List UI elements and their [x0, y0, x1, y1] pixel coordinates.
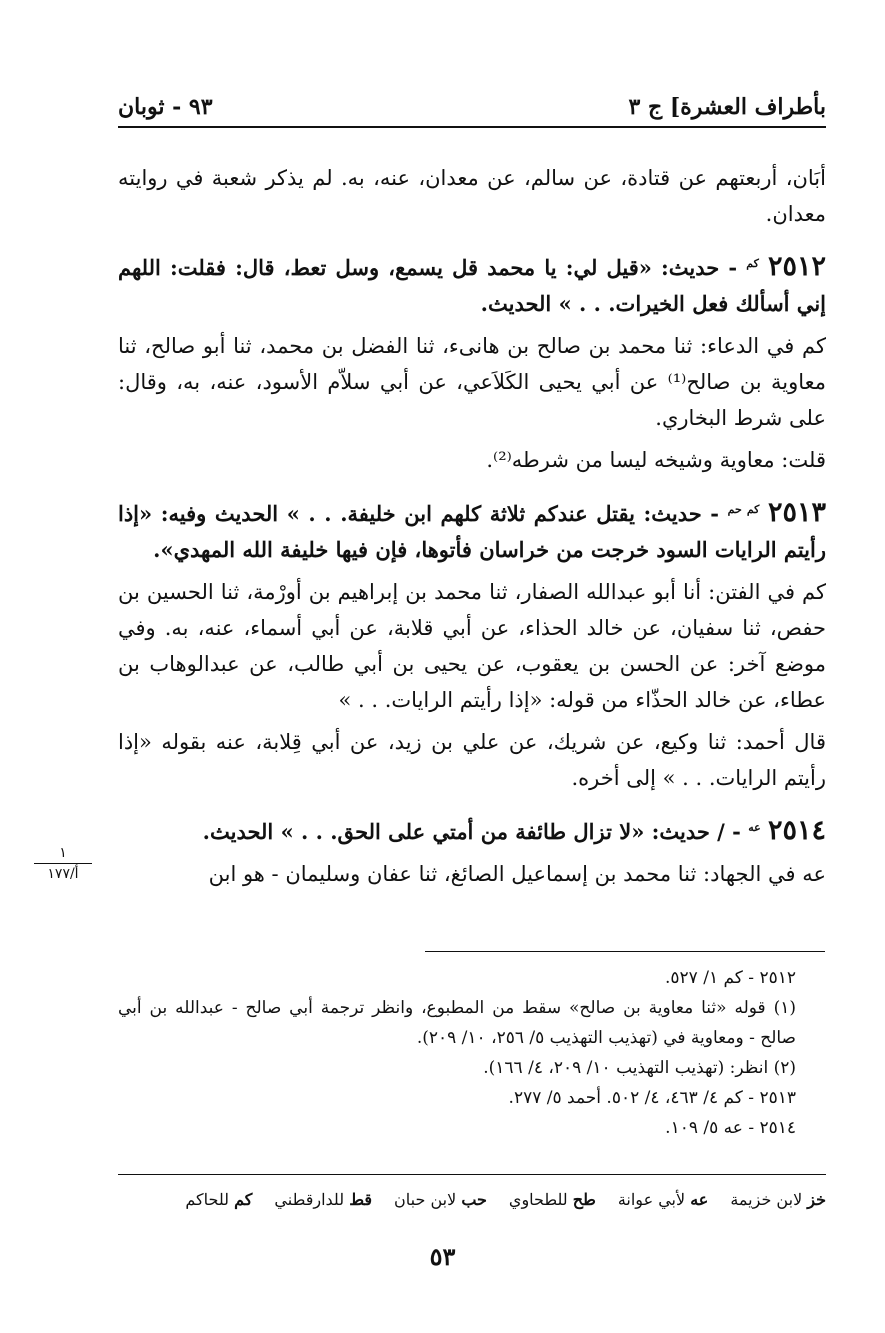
hadith-entry-2512: [118, 246, 826, 322]
isnad-paragraph: كم في الفتن: أنا أبو عبدالله الصفار، ثنا محمد بن إبراهيم بن أورْمة، ثنا الحسين بن حفص، ثنا سفيان، عن خالد الحذاء، عن أبي قلابة، عن أبي أسماء، عنه، به. وفي موضع آخر: عن الحسن بن يعقوب، عن يحيى بن أبي طالب، عن عبدالوهاب بن عطاء، عن خالد الحذّاء من قوله: «إذا رأيتم الرايات. . . »: [118, 580, 826, 712]
source-siglum: عه: [748, 821, 761, 834]
footnotes: [118, 963, 826, 1143]
footnote: ٢٥١٣ - كم ٤/ ٤٦٣، ٤/ ٥٠٢. أحمد ٥/ ٢٧٧.: [508, 1088, 796, 1108]
hadith-text: - حديث: «قيل لي: يا محمد قل يسمع، وسل تعط، قال: فقلت: اللهم إني أسألك فعل الخيرات. . . » الحديث.: [118, 255, 826, 316]
abbr-item: حب لابن حبان: [394, 1190, 487, 1209]
source-siglum: كم: [746, 257, 759, 270]
source-siglum: كم حم: [727, 503, 760, 516]
folio-top: ١: [59, 845, 67, 861]
footnote: (٢) انظر: (تهذيب التهذيب ١٠/ ٢٠٩، ٤/ ١٦٦).: [483, 1058, 796, 1078]
abbr-item: طح للطحاوي: [508, 1190, 596, 1209]
paragraph-continuation: أبَان، أربعتهم عن قتادة، عن سالم، عن معدان، عنه، به. لم يذكر شعبة في روايته معدان.: [118, 166, 826, 226]
folio-divider: [34, 863, 92, 864]
hadith-number: ٢٥١٣: [768, 497, 827, 528]
isnad-paragraph: عه في الجهاد: ثنا محمد بن إسماعيل الصائغ، ثنا عفان وسليمان - هو ابن: [208, 862, 826, 886]
footnote-separator: [425, 951, 825, 952]
main-text: [118, 160, 826, 898]
header-book-title: بأطراف العشرة] ج ٣: [628, 94, 826, 120]
abbreviations-key: [118, 1190, 826, 1209]
folio-bottom: أ/١٧٧: [47, 866, 79, 882]
hadith-entry-2514: [118, 810, 826, 850]
isnad-paragraph: كم في الدعاء: ثنا محمد بن صالح بن هانىء، ثنا الفضل بن محمد، ثنا أبو صالح، ثنا معاوية بن صالح⁽¹⁾ عن أبي يحيى الكَلاَعي، عن أبي سلاّم الأسود، عنه، به، وقال: على شرط البخاري.: [118, 334, 826, 430]
footnote: ٢٥١٤ - عه ٥/ ١٠٩.: [665, 1118, 796, 1138]
editor-note-paragraph: قلت: معاوية وشيخه ليسا من شرطه⁽²⁾.: [486, 448, 826, 472]
abbr-item: قط للدارقطني: [274, 1190, 373, 1209]
running-header: [118, 80, 826, 128]
page-number: ٥٣: [429, 1242, 456, 1271]
abbr-item: عه لأبي عوانة: [617, 1190, 709, 1209]
hadith-text: - حديث: يقتل عندكم ثلاثة كلهم ابن خليفة. . . » الحديث وفيه: «إذا رأيتم الرايات السود خرجت من خراسان فأتوها، فإن فيها خليفة الله المهدي».: [118, 501, 826, 562]
hadith-number: ٢٥١٤: [767, 815, 826, 846]
footnote: ٢٥١٢ - كم ١/ ٥٢٧.: [665, 968, 796, 988]
manuscript-folio-note: [28, 845, 98, 882]
header-chapter: ٩٣ - ثوبان: [118, 94, 213, 120]
footnote: (١) قوله «ثنا معاوية بن صالح» سقط من المطبوع، وانظر ترجمة أبي صالح - عبدالله بن أبي صالح - ومعاوية في (تهذيب التهذيب ٥/ ٢٥٦، ١٠/ ٢٠٩).: [118, 998, 796, 1048]
hadith-entry-2513: [118, 492, 826, 568]
isnad-paragraph-ahmad: قال أحمد: ثنا وكيع، عن شريك، عن علي بن زيد، عن أبي قِلابة، عنه بقوله «إذا رأيتم الرايات. . . » إلى أخره.: [118, 730, 826, 790]
abbr-item: كم للحاكم: [185, 1190, 253, 1209]
hadith-number: ٢٥١٢: [768, 251, 827, 282]
abbr-item: خز لابن خزيمة: [730, 1190, 826, 1209]
hadith-text: - / حديث: «لا تزال طائفة من أمتي على الحق. . . » الحديث.: [202, 819, 741, 844]
abbreviations-separator: [118, 1174, 826, 1175]
